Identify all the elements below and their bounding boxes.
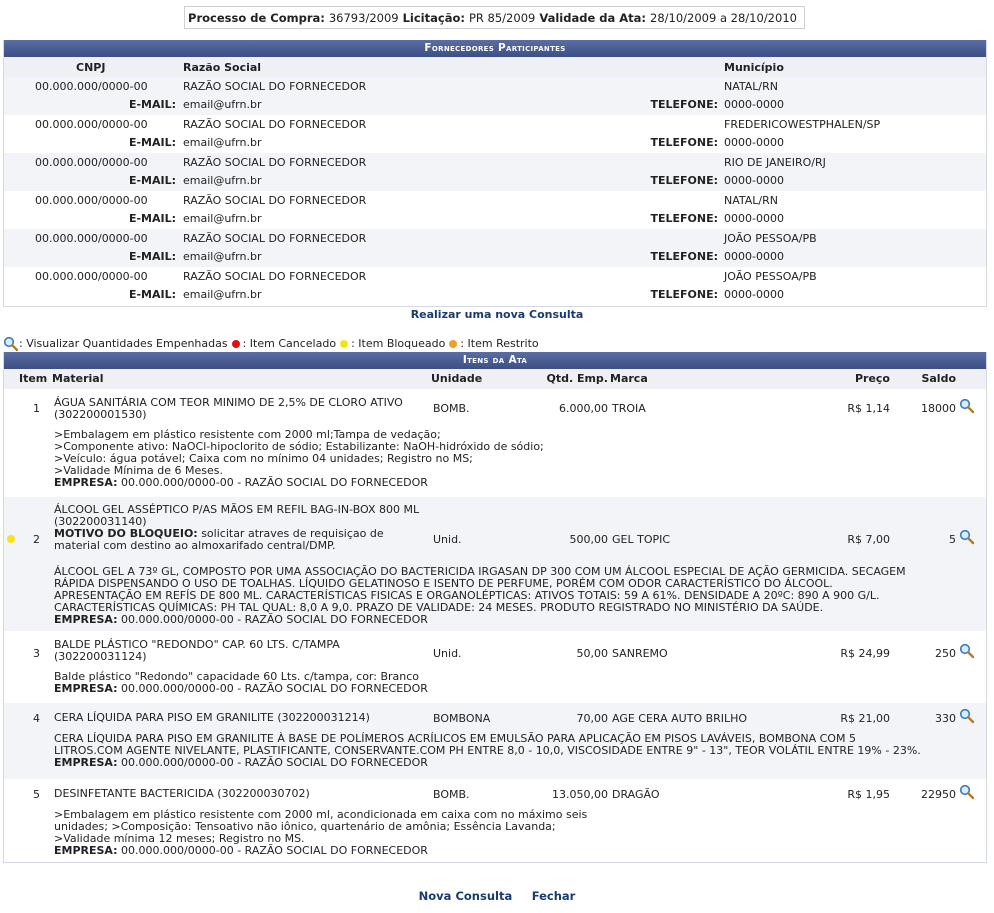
fechar-button[interactable]: Fechar	[531, 889, 576, 903]
fornecedor-row	[4, 267, 986, 305]
item-preco: R$ 7,00	[847, 533, 890, 546]
visualizar-empenhos-icon[interactable]	[959, 398, 975, 414]
empresa-label: EMPRESA:	[54, 844, 118, 857]
item-material	[54, 712, 426, 724]
fornecedores-rows	[4, 77, 986, 305]
empresa-value: 00.000.000/0000-00 - RAZÃO SOCIAL DO FORNECEDOR	[121, 756, 428, 769]
col-saldo: Saldo	[921, 372, 956, 385]
fornecedor-municipio: RIO DE JANEIRO/RJ	[724, 156, 826, 169]
fornecedor-email: email@ufrn.br	[183, 98, 262, 111]
email-label: E-MAIL:	[128, 98, 176, 111]
item-descricao-line: unidades; >Composição: Tensoativo não iônico, quartenário de amônia; Essência Lavanda;	[54, 820, 556, 833]
fornecedor-municipio: JOÃO PESSOA/PB	[724, 232, 817, 245]
fornecedor-razao-social: RAZÃO SOCIAL DO FORNECEDOR	[183, 270, 367, 283]
fornecedor-municipio: FREDERICOWESTPHALEN/SP	[724, 118, 881, 131]
item-number: 1	[33, 402, 40, 415]
fornecedor-municipio: NATAL/RN	[724, 194, 778, 207]
item-saldo: 250	[935, 647, 956, 660]
telefone-label: TELEFONE:	[650, 174, 718, 187]
processo-label: Processo de Compra:	[188, 10, 325, 25]
item-descricao	[54, 429, 982, 489]
item-preco: R$ 1,95	[847, 788, 890, 801]
telefone-label: TELEFONE:	[650, 98, 718, 111]
motivo-text: solicitar atraves de requisiçao de material com destino ao almoxarifado central/DMP.	[54, 527, 384, 552]
item-qtd-emp: 70,00	[576, 712, 608, 725]
bloqueado-status-icon	[7, 535, 15, 543]
item-number: 4	[33, 712, 40, 725]
item-descricao-line: >Componente ativo: NaOCl-hipoclorito de sódio; Estabilizante: NaOH-hidróxido de sódio;	[54, 440, 544, 453]
fornecedor-cnpj: 00.000.000/0000-00	[35, 156, 148, 169]
validade-label: Validade da Ata:	[539, 10, 647, 25]
fornecedor-email: email@ufrn.br	[183, 136, 262, 149]
fornecedor-cnpj: 00.000.000/0000-00	[35, 80, 148, 93]
itens-panel	[3, 352, 987, 863]
item-unidade: BOMBONA	[433, 712, 491, 725]
fornecedor-row	[4, 115, 986, 153]
fornecedor-email: email@ufrn.br	[183, 250, 262, 263]
item-material	[54, 639, 426, 663]
item-row	[4, 631, 986, 703]
fornecedor-razao-social: RAZÃO SOCIAL DO FORNECEDOR	[183, 80, 367, 93]
item-descricao	[54, 733, 982, 769]
legend-restrito: : Item Restrito	[460, 337, 539, 350]
item-material-text: CERA LÍQUIDA PARA PISO EM GRANILITE (302200031214)	[54, 711, 370, 724]
item-unidade: BOMB.	[433, 788, 470, 801]
item-unidade: BOMB.	[433, 402, 470, 415]
item-empresa	[54, 683, 982, 695]
item-saldo: 5	[949, 533, 956, 546]
item-empresa	[54, 477, 982, 489]
col-preco: Preço	[854, 372, 890, 385]
item-descricao-line: ÁLCOOL GEL A 73º GL, COMPOSTO POR UMA ASSOCIAÇÃO DO BACTERICIDA IRGASAN DP 300 COM UM ÁLCOOL ESPECIAL DE AÇÃO GERMICIDA. SECAGEM	[54, 565, 906, 578]
item-qtd-emp: 50,00	[576, 647, 608, 660]
email-label: E-MAIL:	[128, 288, 176, 301]
item-descricao	[54, 671, 982, 695]
email-label: E-MAIL:	[128, 250, 176, 263]
item-saldo: 18000	[921, 402, 956, 415]
item-descricao-line: CERA LÍQUIDA PARA PISO EM GRANILITE À BASE DE POLÍMEROS ACRÍLICOS EM EMULSÃO PARA APLICAÇÃO EM PISOS LAVÁVEIS, BOMBONA COM 5	[54, 732, 856, 745]
processo-info-box	[184, 6, 805, 29]
item-material-text: ÁLCOOL GEL ASSÉPTICO P/AS MÃOS EM REFIL BAG-IN-BOX 800 ML (302200031140)	[54, 503, 420, 528]
item-empresa	[54, 845, 982, 857]
item-descricao-line: >Embalagem em plástico resistente com 2000 ml, acondicionada em caixa com no máximo seis	[54, 808, 588, 821]
item-unidade: Unid.	[433, 647, 462, 660]
item-material	[54, 397, 426, 421]
email-label: E-MAIL:	[128, 136, 176, 149]
item-descricao-line: LITROS.COM AGENTE NIVELANTE, PLASTIFICANTE, CONSERVANTE.COM PH ENTRE 8,0 - 10,0, VISCOSIDADE ENTRE 9" - 13", TEOR VOLÁTIL ENTRE 19% - 23%.	[54, 744, 921, 757]
licitacao-value: PR 85/2009	[468, 10, 536, 25]
fornecedor-municipio: JOÃO PESSOA/PB	[724, 270, 817, 283]
col-razao-social: Razão Social	[183, 61, 262, 74]
fornecedor-row	[4, 191, 986, 229]
item-empresa	[54, 757, 982, 769]
item-unidade: Unid.	[433, 533, 462, 546]
motivo-label: MOTIVO DO BLOQUEIO:	[54, 527, 198, 540]
fornecedor-telefone: 0000-0000	[724, 288, 784, 301]
telefone-label: TELEFONE:	[650, 250, 718, 263]
col-municipio: Município	[724, 61, 784, 74]
legend-visualizar: : Visualizar Quantidades Empenhadas	[19, 337, 228, 350]
email-label: E-MAIL:	[128, 212, 176, 225]
telefone-label: TELEFONE:	[650, 212, 718, 225]
empresa-value: 00.000.000/0000-00 - RAZÃO SOCIAL DO FORNECEDOR	[121, 476, 428, 489]
fornecedor-telefone: 0000-0000	[724, 136, 784, 149]
fornecedor-telefone: 0000-0000	[724, 98, 784, 111]
col-material: Material	[52, 372, 104, 385]
empresa-value: 00.000.000/0000-00 - RAZÃO SOCIAL DO FORNECEDOR	[121, 844, 428, 857]
item-descricao-line: >Embalagem em plástico resistente com 2000 ml;Tampa de vedação;	[54, 428, 441, 441]
empresa-label: EMPRESA:	[54, 476, 118, 489]
item-row	[4, 389, 986, 497]
empresa-label: EMPRESA:	[54, 682, 118, 695]
licitacao-label: Licitação:	[402, 10, 465, 25]
telefone-label: TELEFONE:	[650, 136, 718, 149]
item-preco: R$ 1,14	[847, 402, 890, 415]
item-descricao-line: CARACTERÍSTICAS QUÍMICAS: PH TAL QUAL: 8,0 A 9,0. PRAZO DE VALIDADE: 24 MESES. PRODUTO REGISTRADO NO MINISTÉRIO DA SAÚDE.	[54, 601, 824, 614]
empresa-label: EMPRESA:	[54, 613, 118, 626]
fornecedor-email: email@ufrn.br	[183, 288, 262, 301]
item-row	[4, 703, 986, 779]
fornecedor-email: email@ufrn.br	[183, 174, 262, 187]
item-number: 5	[33, 788, 40, 801]
fornecedores-caption: Fornecedores Participantes	[4, 40, 986, 57]
itens-caption: Itens da Ata	[4, 352, 986, 369]
item-qtd-emp: 13.050,00	[552, 788, 608, 801]
fornecedor-municipio: NATAL/RN	[724, 80, 778, 93]
item-descricao-line: Balde plástico "Redondo" capacidade 60 Lts. c/tampa, cor: Branco	[54, 670, 420, 683]
fornecedor-row	[4, 153, 986, 191]
validade-value: 28/10/2009 a 28/10/2010	[650, 10, 797, 25]
item-descricao-line: >Validade Mínima de 6 Meses.	[54, 464, 223, 477]
itens-header-row	[4, 369, 986, 389]
visualizar-empenhos-icon[interactable]	[959, 529, 975, 545]
col-cnpj: CNPJ	[76, 61, 106, 74]
item-qtd-emp: 6.000,00	[559, 402, 608, 415]
bloqueado-dot-icon	[340, 340, 348, 348]
nova-consulta-button[interactable]: Nova Consulta	[418, 889, 513, 903]
item-number: 2	[33, 533, 40, 546]
item-material-text: BALDE PLÁSTICO "REDONDO" CAP. 60 LTS. C/TAMPA (302200031124)	[54, 638, 340, 663]
telefone-label: TELEFONE:	[650, 288, 718, 301]
item-preco: R$ 21,00	[840, 712, 890, 725]
processo-value: 36793/2009	[328, 10, 399, 25]
fornecedor-cnpj: 00.000.000/0000-00	[35, 232, 148, 245]
fornecedor-razao-social: RAZÃO SOCIAL DO FORNECEDOR	[183, 232, 367, 245]
legend-cancelado: : Item Cancelado	[242, 337, 337, 350]
col-item: Item	[19, 372, 48, 385]
fornecedor-razao-social: RAZÃO SOCIAL DO FORNECEDOR	[183, 194, 367, 207]
col-qtd-emp: Qtd. Emp.	[546, 372, 608, 385]
legend-bloqueado: : Item Bloqueado	[351, 337, 446, 350]
item-descricao	[54, 809, 982, 857]
fornecedores-panel	[3, 40, 987, 307]
item-row	[4, 497, 986, 631]
itens-rows	[4, 389, 986, 861]
fornecedores-header-row	[4, 57, 986, 77]
realizar-nova-consulta-link[interactable]: Realizar uma nova Consulta	[410, 308, 584, 321]
item-material	[54, 504, 426, 552]
item-qtd-emp: 500,00	[569, 533, 608, 546]
cancelado-dot-icon	[232, 340, 240, 348]
magnifier-icon	[3, 336, 19, 352]
fornecedor-telefone: 0000-0000	[724, 250, 784, 263]
item-descricao-line: APRESENTAÇÃO EM REFÍS DE 800 ML. CARACTERÍSTICAS FISICAS E ORGANOLÉPTICAS: ATIVOS TOTAIS: 59 A 61%. DENSIDADE A 20ºC: 890 A 900 G/L.	[54, 589, 880, 602]
item-descricao-line: >Veículo: água potável; Caixa com no mínimo 04 unidades; Registro no MS;	[54, 452, 473, 465]
empresa-value: 00.000.000/0000-00 - RAZÃO SOCIAL DO FORNECEDOR	[121, 682, 428, 695]
item-marca: DRAGÃO	[612, 788, 660, 801]
legend	[3, 335, 539, 352]
item-descricao-line: RÁPIDA DISPENSANDO O USO DE TOALHAS. LÍQUIDO GELATINOSO E ISENTO DE PERFUME, PORÉM COM ODOR CARACTERÍSTICO DO ÁLCOOL.	[54, 577, 833, 590]
fornecedor-cnpj: 00.000.000/0000-00	[35, 118, 148, 131]
item-saldo: 22950	[921, 788, 956, 801]
fornecedor-cnpj: 00.000.000/0000-00	[35, 270, 148, 283]
col-marca: Marca	[610, 372, 648, 385]
fornecedor-row	[4, 229, 986, 267]
item-empresa	[54, 614, 982, 626]
item-marca: SANREMO	[612, 647, 668, 660]
fornecedor-telefone: 0000-0000	[724, 212, 784, 225]
fornecedor-razao-social: RAZÃO SOCIAL DO FORNECEDOR	[183, 118, 367, 131]
visualizar-empenhos-icon[interactable]	[959, 784, 975, 800]
visualizar-empenhos-icon[interactable]	[959, 708, 975, 724]
fornecedor-telefone: 0000-0000	[724, 174, 784, 187]
item-descricao	[54, 566, 982, 626]
item-row	[4, 779, 986, 861]
item-material-text: DESINFETANTE BACTERICIDA (302200030702)	[54, 787, 310, 800]
item-marca: TROIA	[612, 402, 646, 415]
item-preco: R$ 24,99	[840, 647, 890, 660]
bottom-links	[0, 889, 994, 903]
visualizar-empenhos-icon[interactable]	[959, 643, 975, 659]
fornecedor-email: email@ufrn.br	[183, 212, 262, 225]
item-marca: GEL TOPIC	[612, 533, 671, 546]
item-saldo: 330	[935, 712, 956, 725]
empresa-label: EMPRESA:	[54, 756, 118, 769]
col-unidade: Unidade	[431, 372, 483, 385]
fornecedor-cnpj: 00.000.000/0000-00	[35, 194, 148, 207]
fornecedor-row	[4, 77, 986, 115]
item-descricao-line: >Validade mínima 12 meses; Registro no MS.	[54, 832, 305, 845]
restrito-dot-icon	[449, 340, 457, 348]
empresa-value: 00.000.000/0000-00 - RAZÃO SOCIAL DO FORNECEDOR	[121, 613, 428, 626]
fornecedor-razao-social: RAZÃO SOCIAL DO FORNECEDOR	[183, 156, 367, 169]
item-material	[54, 788, 426, 800]
item-marca: AGE CERA AUTO BRILHO	[612, 712, 748, 725]
email-label: E-MAIL:	[128, 174, 176, 187]
item-material-text: ÁGUA SANITÁRIA COM TEOR MINIMO DE 2,5% DE CLORO ATIVO (302200001530)	[54, 396, 403, 421]
item-number: 3	[33, 647, 40, 660]
